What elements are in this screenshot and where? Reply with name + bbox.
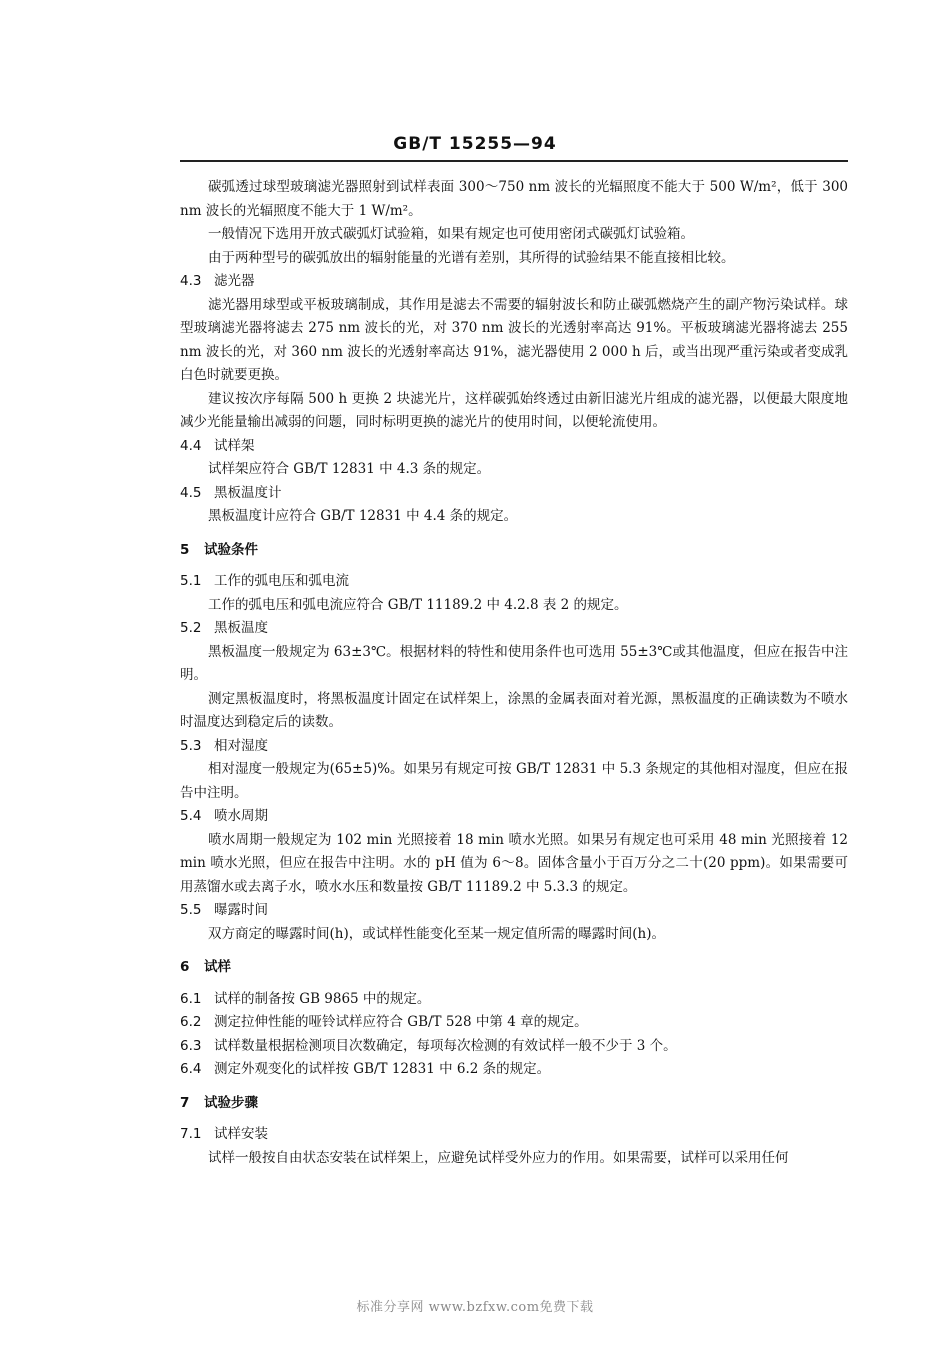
chapter-heading: 7 试验步骤 [180, 1094, 258, 1111]
paragraph: 黑板温度计应符合 GB/T 12831 中 4.4 条的规定。 [208, 508, 518, 524]
paragraph: 一般情况下选用开放式碳弧灯试验箱，如果有规定也可使用密闭式碳弧灯试验箱。 [208, 226, 694, 242]
section-heading: 5.1 工作的弧电压和弧电流 [180, 573, 349, 589]
paragraph: 双方商定的曝露时间(h)，或试样性能变化至某一规定值所需的曝露时间(h)。 [208, 925, 665, 942]
paragraph: 喷水周期一般规定为 102 min 光照接着 18 min 喷水光照。如果另有规定也可采用 48 min 光照接着 12 min 喷水光照，但应在报告中注明。水的 pH 值为 6～8。固体含量小于百万分之二十(20 ppm)。如果需要可用蒸馏水或去离子水，喷水水压和数量按 GB/T 11189.2 中 5.3.3 的规定。 [180, 831, 848, 895]
paragraph: 黑板温度一般规定为 63±3℃。根据材料的特性和使用条件也可选用 55±3℃或其他温度，但应在报告中注明。 [180, 643, 848, 683]
chapter-heading: 5 试验条件 [180, 541, 258, 558]
paragraph: 相对湿度一般规定为(65±5)%。如果另有规定可按 GB/T 12831 中 5.3 条规定的其他相对湿度，但应在报告中注明。 [180, 761, 848, 801]
clause: 6.1 试样的制备按 GB 9865 中的规定。 [180, 990, 431, 1007]
section-heading: 7.1 试样安装 [180, 1126, 268, 1142]
paragraph: 建议按次序每隔 500 h 更换 2 块滤光片，这样碳弧始终透过由新旧滤光片组成的滤光器，以便最大限度地减少光能量输出减弱的问题，同时标明更换的滤光片的使用时间，以便轮流使用。 [180, 390, 848, 430]
footer-watermark: 标准分享网 www.bzfxw.com免费下载 [356, 1300, 594, 1315]
paragraph: 测定黑板温度时，将黑板温度计固定在试样架上，涂黑的金属表面对着光源，黑板温度的正确读数为不喷水时温度达到稳定后的读数。 [180, 690, 848, 730]
clause: 6.3 试样数量根据检测项目次数确定，每项每次检测的有效试样一般不少于 3 个。 [180, 1037, 677, 1054]
clause: 6.2 测定拉伸性能的哑铃试样应符合 GB/T 528 中第 4 章的规定。 [180, 1014, 588, 1030]
section-heading: 5.3 相对湿度 [180, 737, 268, 754]
header-rule [180, 160, 848, 162]
chapter-heading: 6 试样 [180, 959, 231, 975]
paragraph: 试样架应符合 GB/T 12831 中 4.3 条的规定。 [208, 461, 491, 477]
clause: 6.4 测定外观变化的试样按 GB/T 12831 中 6.2 条的规定。 [180, 1061, 551, 1077]
paragraph: 工作的弧电压和弧电流应符合 GB/T 11189.2 中 4.2.8 表 2 的规定。 [208, 596, 628, 613]
section-heading: 4.5 黑板温度计 [180, 484, 282, 501]
paragraph: 由于两种型号的碳弧放出的辐射能量的光谱有差别，其所得的试验结果不能直接相比较。 [208, 249, 735, 266]
section-heading: 5.5 曝露时间 [180, 902, 268, 918]
section-heading: 4.3 滤光器 [180, 273, 255, 289]
paragraph: 碳弧透过球型玻璃滤光器照射到试样表面 300～750 nm 波长的光辐照度不能大于 500 W/m²，低于 300 nm 波长的光辐照度不能大于 1 W/m²。 [180, 179, 848, 219]
section-heading: 4.4 试样架 [180, 437, 255, 454]
document-body [180, 176, 848, 1170]
standard-header: GB/T 15255—94 [393, 134, 557, 154]
section-heading: 5.4 喷水周期 [180, 808, 268, 824]
paragraph: 试样一般按自由状态安装在试样架上，应避免试样受外应力的作用。如果需要，试样可以采用任何 [208, 1149, 789, 1166]
paragraph: 滤光器用球型或平板玻璃制成，其作用是滤去不需要的辐射波长和防止碳弧燃烧产生的副产物污染试样。球型玻璃滤光器将滤去 275 nm 波长的光，对 370 nm 波长的光透射率高达 91%。平板玻璃滤光器将滤去 255 nm 波长的光，对 360 nm 波长的光透射率高达 91%，滤光器使用 2 000 h 后，或当出现严重污染或者变成乳白色时就要更换。 [180, 296, 848, 383]
section-heading: 5.2 黑板温度 [180, 620, 268, 636]
